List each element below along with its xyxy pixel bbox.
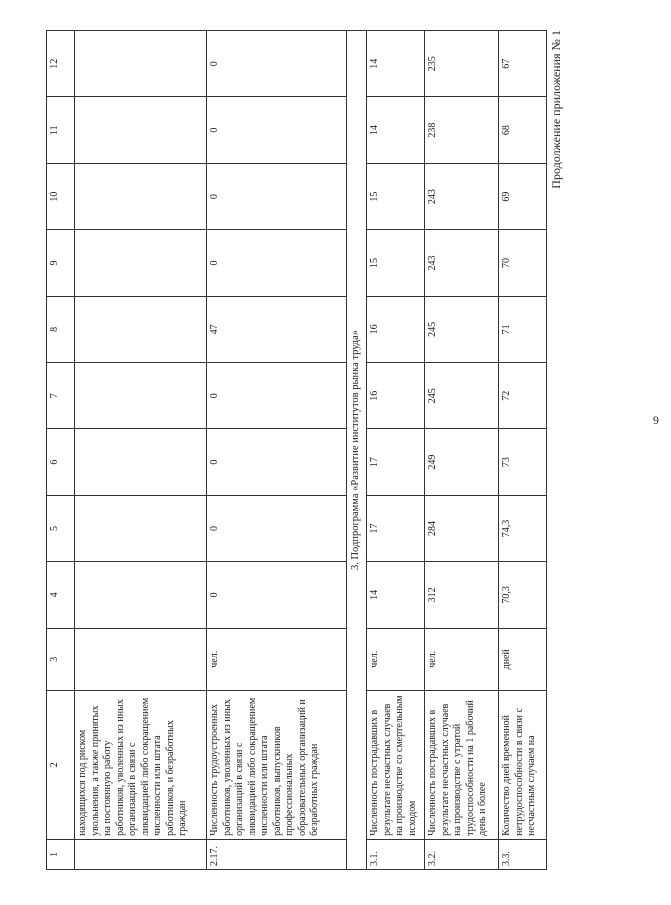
row-indicator-text: Численность трудоустроенных работников, уволенных из иных организаций в связи с ликвидацией либо сокращением численности или штата работников, выпускников профессиональных образовательных организаций и безработных граждан bbox=[207, 690, 347, 839]
subprogram-title: 3. Подпрограмма «Развитие институтов рынка труда» bbox=[347, 31, 367, 870]
header-row bbox=[47, 31, 75, 870]
row-value: 15 bbox=[367, 163, 425, 229]
header-col-2: 2 bbox=[47, 690, 75, 839]
row-value: 16 bbox=[367, 363, 425, 429]
row-value bbox=[75, 429, 207, 495]
header-col-5: 5 bbox=[47, 495, 75, 561]
row-value bbox=[75, 230, 207, 296]
table-row bbox=[499, 31, 547, 870]
row-indicator-text: Количество дней временной нетрудоспособности в связи с несчастным случаем на bbox=[499, 690, 547, 839]
row-value: 74,3 bbox=[499, 495, 547, 561]
row-value: 70 bbox=[499, 230, 547, 296]
header-col-10: 10 bbox=[47, 163, 75, 229]
row-unit: чел. bbox=[425, 628, 499, 690]
header-col-11: 11 bbox=[47, 97, 75, 163]
row-value: 0 bbox=[207, 429, 347, 495]
row-value: 14 bbox=[367, 31, 425, 97]
page-number: 6 bbox=[653, 413, 659, 428]
table-row bbox=[75, 31, 207, 870]
header-col-4: 4 bbox=[47, 562, 75, 628]
row-value bbox=[75, 31, 207, 97]
row-indicator-text: Численность пострадавших в результате несчастных случаев на производстве с утратой трудоспособности на 1 рабочий день и более bbox=[425, 690, 499, 839]
row-value: 71 bbox=[499, 296, 547, 362]
row-value: 67 bbox=[499, 31, 547, 97]
row-value: 0 bbox=[207, 562, 347, 628]
row-value: 73 bbox=[499, 429, 547, 495]
row-index: 2.17. bbox=[207, 839, 347, 869]
header-col-6: 6 bbox=[47, 429, 75, 495]
row-value bbox=[75, 97, 207, 163]
row-index: 3.3. bbox=[499, 839, 547, 869]
row-value: 15 bbox=[367, 230, 425, 296]
header-col-9: 9 bbox=[47, 230, 75, 296]
header-col-7: 7 bbox=[47, 363, 75, 429]
row-value: 17 bbox=[367, 495, 425, 561]
row-value: 0 bbox=[207, 31, 347, 97]
row-value: 14 bbox=[367, 562, 425, 628]
row-value: 284 bbox=[425, 495, 499, 561]
row-value: 0 bbox=[207, 363, 347, 429]
header-col-3: 3 bbox=[47, 628, 75, 690]
row-value: 16 bbox=[367, 296, 425, 362]
header-col-12: 12 bbox=[47, 31, 75, 97]
row-unit: чел. bbox=[207, 628, 347, 690]
row-unit: дней bbox=[499, 628, 547, 690]
row-value: 245 bbox=[425, 363, 499, 429]
row-value: 47 bbox=[207, 296, 347, 362]
row-value bbox=[75, 562, 207, 628]
row-value bbox=[75, 363, 207, 429]
row-unit: чел. bbox=[367, 628, 425, 690]
row-value bbox=[75, 495, 207, 561]
row-value: 68 bbox=[499, 97, 547, 163]
row-indicator-text: находящихся под риском увольнения, а также принятых на постоянную работу работников, уволенных из иных организаций в связи с ликвидацией либо сокращением численности или штата работников, и безработных граждан bbox=[75, 690, 207, 839]
table-row bbox=[367, 31, 425, 870]
rotated-page bbox=[46, 30, 659, 870]
row-value: 69 bbox=[499, 163, 547, 229]
table-row bbox=[207, 31, 347, 870]
row-value: 235 bbox=[425, 31, 499, 97]
row-value: 245 bbox=[425, 296, 499, 362]
row-value: 70,3 bbox=[499, 562, 547, 628]
continuation-caption: Продолжение приложения № 1 bbox=[549, 30, 563, 189]
row-index: 3.2. bbox=[425, 839, 499, 869]
subprogram-row bbox=[347, 31, 367, 870]
row-value bbox=[75, 296, 207, 362]
row-value: 0 bbox=[207, 495, 347, 561]
table-row bbox=[425, 31, 499, 870]
row-index bbox=[75, 839, 207, 869]
row-value: 17 bbox=[367, 429, 425, 495]
row-value bbox=[75, 163, 207, 229]
row-value: 72 bbox=[499, 363, 547, 429]
row-index: 3.1. bbox=[367, 839, 425, 869]
row-unit bbox=[75, 628, 207, 690]
row-value: 249 bbox=[425, 429, 499, 495]
row-value: 243 bbox=[425, 163, 499, 229]
row-value: 312 bbox=[425, 562, 499, 628]
header-col-1: 1 bbox=[47, 839, 75, 869]
row-value: 0 bbox=[207, 97, 347, 163]
indicators-table bbox=[46, 30, 547, 870]
row-value: 0 bbox=[207, 230, 347, 296]
row-value: 243 bbox=[425, 230, 499, 296]
row-value: 14 bbox=[367, 97, 425, 163]
row-indicator-text: Численность пострадавших в результате несчастных случаев на производстве со смертельным исходом bbox=[367, 690, 425, 839]
header-col-8: 8 bbox=[47, 296, 75, 362]
row-value: 0 bbox=[207, 163, 347, 229]
row-value: 238 bbox=[425, 97, 499, 163]
